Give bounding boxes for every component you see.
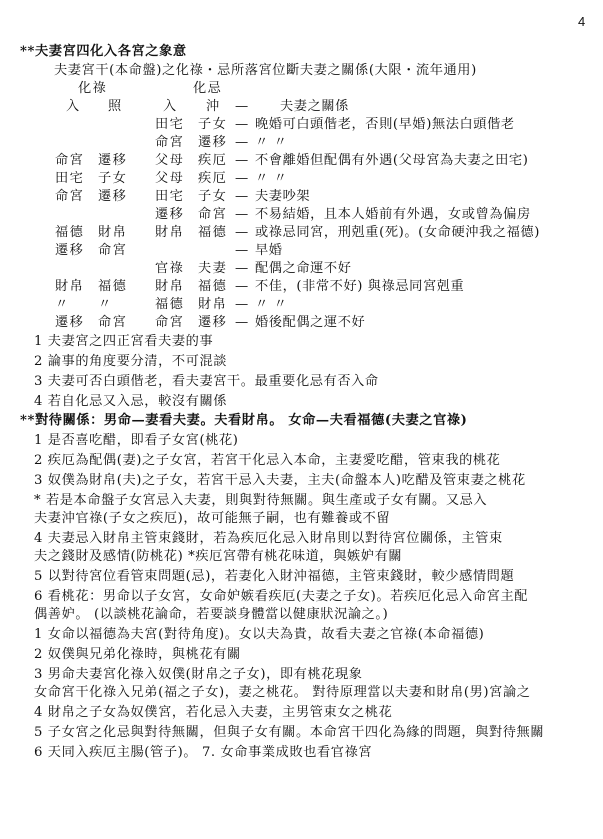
cell-dash: — [235,171,249,186]
cell-ji-chong: 福德 [198,279,228,294]
body-line: 1 女命以福德為夫宮(對待角度)。女以夫為貴，故看夫妻之官祿(本命福德) [34,627,485,642]
section1-subtitle: 夫妻宮干(本命盤)之化祿・忌所落宮位斷夫妻之關係(大限・流年通用) [54,63,477,78]
body-line: 5 子女宮之化忌與對待無關，但與子女有關。本命宮干四化為緣的問題，與對待無關 [34,725,545,740]
cell-ji-chong: 遷移 [198,135,228,150]
cell-lu-ru: 命宮 [55,189,85,204]
cell-ji-ru: 父母 [155,171,185,186]
body-line: 女命宮干化祿入兄弟(福之子女)，妻之桃花。 對待原理當以夫妻和財帛(男)宮論之 [34,685,531,700]
cell-ji-ru: 財帛 [155,279,185,294]
cell-ji-ru: 遷移 [155,207,185,222]
cell-dash: — [235,279,249,294]
group-header-huaji: 化忌 [193,81,223,96]
cell-relation: 〃 〃 [255,135,288,150]
cell-lu-ru: 遷移 [55,243,85,258]
cell-dash: — [235,261,249,276]
body-line: 1 是否喜吃醋，即看子女宮(桃花) [34,433,239,448]
body-line: 偶善妒。 (以談桃花論命，若要談身體當以健康狀況論之。) [34,607,389,622]
cell-ji-ru: 財帛 [155,225,185,240]
cell-relation: 配偶之命運不好 [255,261,352,276]
cell-dash: — [235,117,249,132]
cell-lu-ru: 財帛 [55,279,85,294]
body-line: 4 夫妻忌入財帛主管束錢財，若為疾厄化忌入財帛則以對待宮位關係，主管束 [34,531,503,546]
body-line: 6 看桃花：男命以子女宮，女命妒嫉看疾厄(夫妻之子女)。若疾厄化忌入命宮主配 [34,589,529,604]
cell-ji-chong: 疾厄 [198,153,228,168]
cell-ji-ru: 福德 [155,297,185,312]
cell-lu-ru: 〃 [55,297,70,312]
col-header-ji-chong: 沖 [206,99,221,114]
cell-dash: — [235,225,249,240]
cell-lu-zhao: 命宮 [98,315,128,330]
group-header-hualu: 化祿 [78,81,108,96]
col-header-lu-ru: 入 [66,99,81,114]
cell-ji-ru: 命宮 [155,135,185,150]
cell-ji-chong: 夫妻 [198,261,228,276]
body-line: 3 奴僕為財帛(夫)之子女，若宮干忌入夫妻，主夫(命盤本人)吃醋及管束妻之桃花 [34,473,526,488]
cell-lu-zhao: 子女 [98,171,128,186]
section1-title: **夫妻宮四化入各宮之象意 [20,44,187,59]
cell-lu-ru: 福德 [55,225,85,240]
cell-ji-ru: 命宮 [155,315,185,330]
cell-relation: 早婚 [255,243,283,258]
cell-dash: — [235,297,249,312]
cell-ji-chong: 疾厄 [198,171,228,186]
cell-lu-zhao: 遷移 [98,153,128,168]
cell-dash: — [235,315,249,330]
cell-lu-ru: 田宅 [55,171,85,186]
body-line: * 若是本命盤子女宮忌入夫妻，則與對待無關。與生產或子女有關。又忌入 [34,493,488,508]
note-line: 4 若自化忌又入忌，較沒有關係 [34,394,228,409]
cell-relation: 不會離婚但配偶有外遇(父母宮為夫妻之田宅) [255,153,529,168]
cell-relation: 夫妻吵架 [255,189,311,204]
cell-lu-ru: 命宮 [55,153,85,168]
cell-lu-zhao: 財帛 [98,225,128,240]
cell-lu-zhao: 遷移 [98,189,128,204]
cell-lu-zhao: 命宮 [98,243,128,258]
col-header-relation: 夫妻之關係 [280,99,349,114]
cell-relation: 不易結婚，且本人婚前有外遇，女或曾為偏房 [255,207,531,222]
cell-ji-ru: 官祿 [155,261,185,276]
cell-dash: — [235,153,249,168]
cell-dash: — [235,135,249,150]
col-header-ji-ru: 入 [163,99,178,114]
cell-dash: — [235,243,249,258]
cell-dash: — [235,189,249,204]
cell-relation: 〃 〃 [255,297,288,312]
section2-title: **對待關係：男命—妻看夫妻。夫看財帛。 女命—夫看福德(夫妻之官祿) [20,413,468,428]
cell-ji-chong: 命宮 [198,207,228,222]
cell-ji-ru: 田宅 [155,117,185,132]
body-line: 5 以對待宮位看管束問題(忌)，若妻化入財沖福德，主管束錢財，較少感情問題 [34,569,515,584]
note-line: 1 夫妻宮之四正宮看夫妻的事 [34,334,214,349]
body-line: 3 男命夫妻宮化祿入奴僕(財帛之子女)，即有桃花現象 [34,667,363,682]
body-line: 2 奴僕與兄弟化祿時，與桃花有關 [34,647,241,662]
page-number: 4 [578,14,586,29]
cell-ji-chong: 福德 [198,225,228,240]
body-line: 夫之錢財及感情(防桃花) *疾厄宮帶有桃花味道，與嫉妒有關 [34,549,403,564]
body-line: 4 財帛之子女為奴僕宮，若化忌入夫妻，主男管束女之桃花 [34,705,393,720]
cell-ji-ru: 父母 [155,153,185,168]
cell-ji-chong: 子女 [198,117,228,132]
cell-dash: — [235,207,249,222]
cell-ji-chong: 財帛 [198,297,228,312]
cell-relation: 〃 〃 [255,171,288,186]
note-line: 3 夫妻可否白頭偕老，看夫妻宮干。最重要化忌有否入命 [34,374,379,389]
cell-lu-zhao: 福德 [98,279,128,294]
col-header-dash: — [235,99,249,114]
cell-relation: 或祿忌同宮，刑剋重(死)。(女命硬沖我之福德) [255,225,540,240]
cell-lu-ru: 遷移 [55,315,85,330]
body-line: 6 天同入疾厄主腸(管子)。 7. 女命事業成敗也看官祿宮 [34,745,373,760]
cell-ji-chong: 遷移 [198,315,228,330]
cell-relation: 婚後配偶之運不好 [255,315,366,330]
cell-relation: 晚婚可白頭偕老，否則(早婚)無法白頭偕老 [255,117,515,132]
cell-ji-ru: 田宅 [155,189,185,204]
body-line: 2 疾厄為配偶(妻)之子女宮，若宮干化忌入本命，主妻愛吃醋，管束我的桃花 [34,453,501,468]
note-line: 2 論事的角度要分清，不可混談 [34,354,228,369]
cell-lu-zhao: 〃 [98,297,113,312]
cell-relation: 不佳，(非常不好) 與祿忌同宮剋重 [255,279,465,294]
body-line: 夫妻沖官祿(子女之疾厄)，故可能無子嗣，也有難養或不留 [34,511,391,526]
col-header-lu-zhao: 照 [108,99,123,114]
cell-ji-chong: 子女 [198,189,228,204]
